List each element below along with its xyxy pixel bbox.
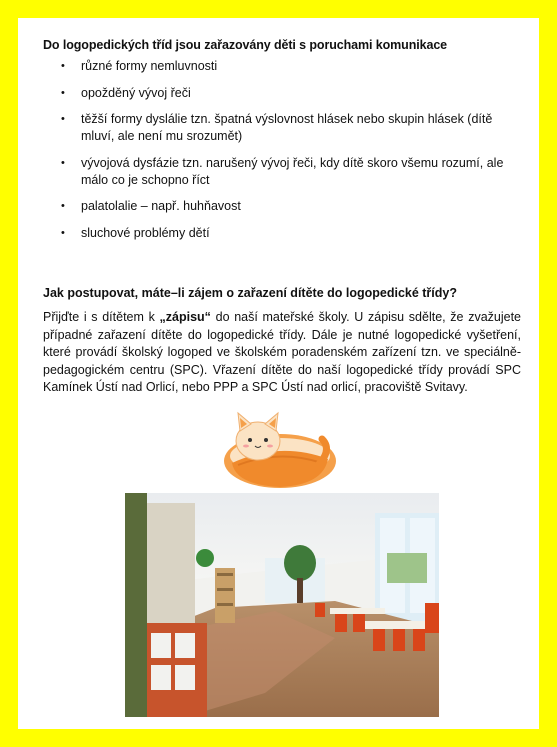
document-page	[18, 18, 539, 729]
paragraph-part1: Přijďte i s dítětem k	[43, 310, 160, 324]
paragraph-part2: do naší mateřské školy. U zápisu sdělte, že zvažujete případné zařazení dítěte do logopedické třídy. Dále je nutné logopedické vyšetření, které provádí školský logoped ve školském poradenském zařízení tzn. ve speciálně-pedagogickém centru (SPC). Vřazení dítěte do naší logopedické třídy provádí SPC Kamínek Ústí nad Orlicí, nebo PPP a SPC Ústí nad orlicí, pracoviště Svitavy.	[43, 310, 521, 394]
list-item: • těžší formy dyslálie tzn. špatná výslovnost hlásek nebo skupin hlásek (dítě mluví, ale není mu srozumět)	[61, 111, 516, 145]
cat-illustration	[218, 411, 338, 489]
list-item: • různé formy nemluvnosti	[61, 58, 516, 75]
paragraph-bold: „zápisu“	[159, 310, 211, 324]
communication-disorders-list	[61, 58, 516, 251]
heading-howto: Jak postupovat, máte–li zájem o zařazení dítěte do logopedické třídy?	[43, 286, 457, 300]
list-item: • palatolalie – např. huhňavost	[61, 198, 516, 215]
list-item: • sluchové problémy dětí	[61, 225, 516, 242]
heading-classes: Do logopedických tříd jsou zařazovány děti s poruchami komunikace	[43, 38, 448, 52]
list-item: • opožděný vývoj řeči	[61, 85, 516, 102]
list-item: • vývojová dysfázie tzn. narušený vývoj řeči, kdy dítě skoro všemu rozumí, ale málo co je schopno říct	[61, 155, 516, 189]
classroom-photo	[125, 493, 439, 717]
howto-paragraph	[43, 309, 521, 397]
